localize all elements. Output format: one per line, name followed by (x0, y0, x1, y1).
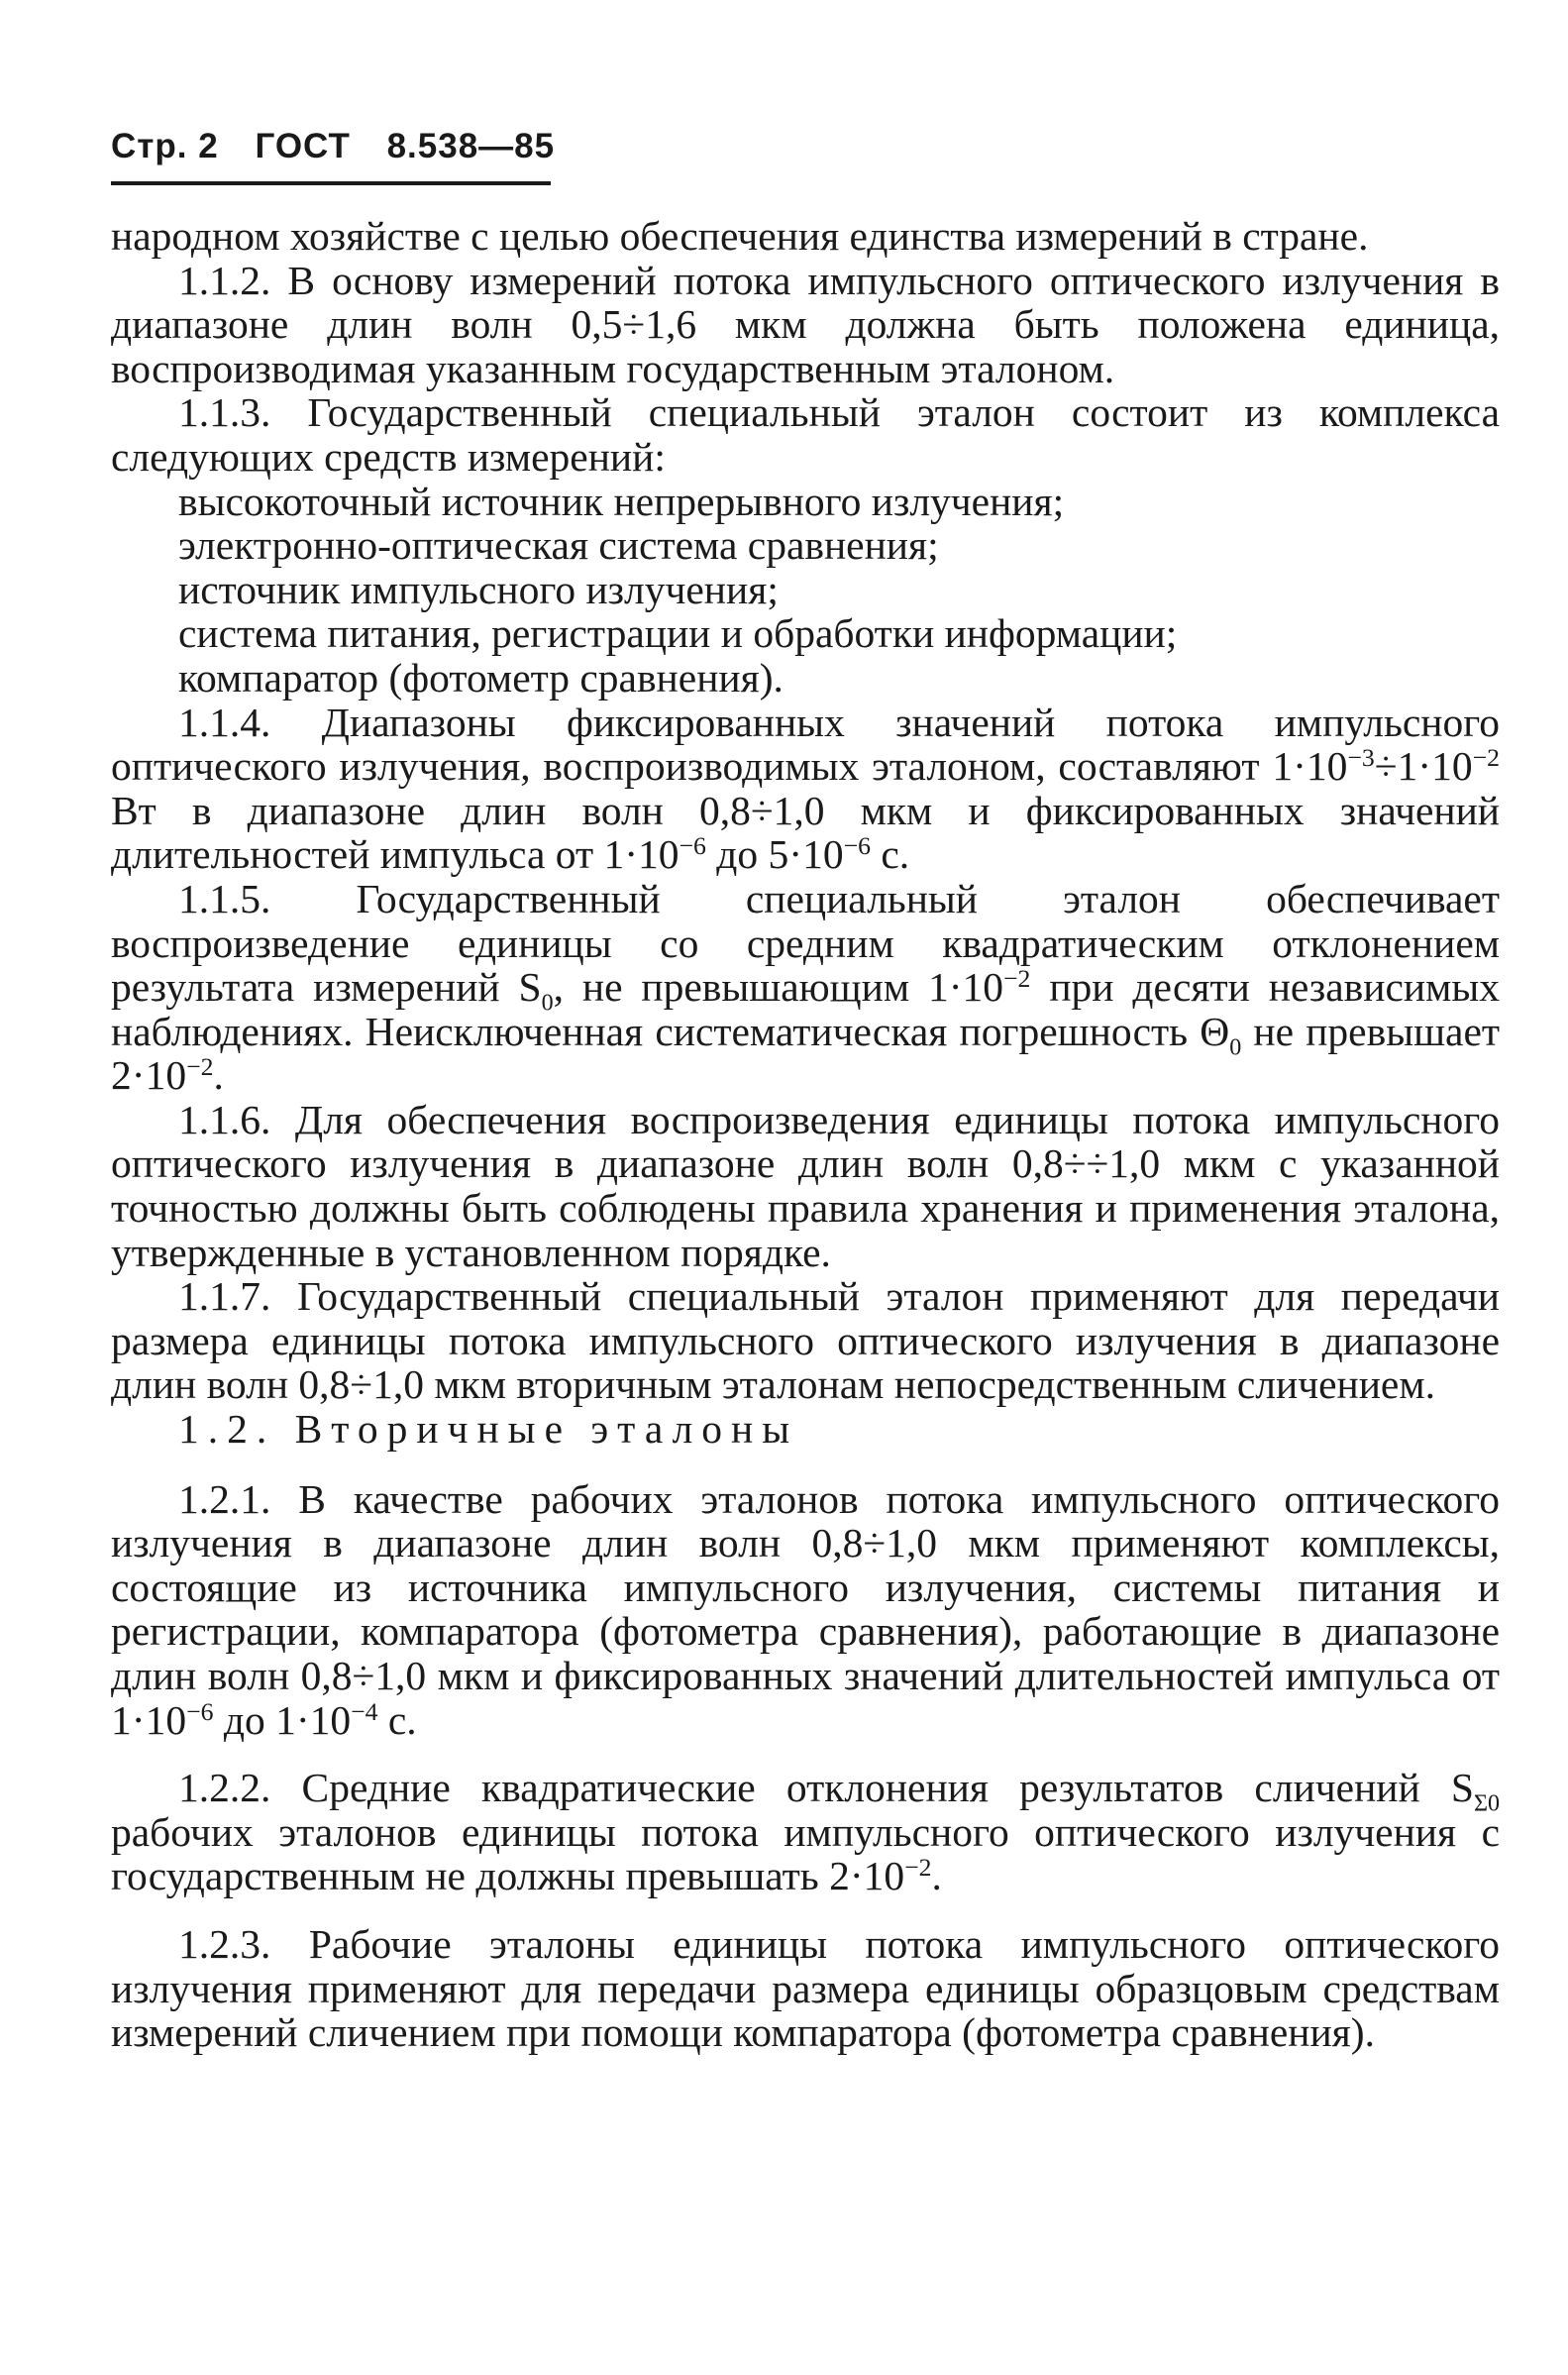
document-body (111, 214, 1500, 2055)
page-header (111, 127, 580, 166)
standard-label: ГОСТ (255, 127, 351, 165)
paragraph-1-2-1: 1.2.1. В качестве рабочих эталонов потока импульсного оптического излучения в диапазоне длин волн 0,8÷1,0 мкм применяют комплексы, состоящие из источника импульсного излучения, системы питания и регистрации, компаратора (фотометра сравнения), работающие в диапазоне длин волн 0,8÷1,0 мкм и фиксированных значений длительностей импульса от $1\cdot 10^{-6}$ до $1\cdot 10^{-4}$ с. (111, 1475, 1500, 1743)
standard-number: 8.538—85 (386, 127, 556, 165)
list-item: высокоточный источник непрерывного излучения; (178, 478, 1065, 524)
list-item: электронно-оптическая система сравнения; (178, 522, 939, 569)
paragraph-continuation: народном хозяйстве с целью обеспечения единства измерений в стране. (111, 213, 1369, 259)
page-number: Стр. 2 (111, 127, 219, 165)
paragraph-1-1-7: 1.1.7. Государственный специальный эталон применяют для передачи размера единицы потока импульсного оптического излучения в диапазоне длин волн 0,8÷1,0 мкм вторичным эталонам непосредственным сличением. (111, 1273, 1500, 1408)
list-item: система питания, регистрации и обработки информации; (178, 610, 1178, 657)
paragraph-1-2-3: 1.2.3. Рабочие эталоны единицы потока импульсного оптического излучения применяют для передачи размера единицы образцовым средствам измерений сличением при помощи компаратора (фотометра сравнения). (111, 1920, 1500, 2056)
section-title: 1.2. Вторичные эталоны (178, 1406, 799, 1453)
paragraph-1-1-6: 1.1.6. Для обеспечения воспроизведения единицы потока импульсного оптического излучения в диапазоне длин волн 0,8÷÷1,0 мкм с указанной точностью должны быть соблюдены правила хранения и применения эталона, утвержденные в установленном порядке. (111, 1096, 1500, 1275)
list-item: источник импульсного излучения; (178, 566, 779, 612)
paragraph-1-2-2: 1.2.2. Средние квадратические отклонения результатов сличений $S_{\Sigma 0}$ рабочих эталонов единицы потока импульсного оптического излучения с государственным не должны превышать $2\cdot 10^{-2}$. (111, 1765, 1500, 1899)
list-item: компаратор (фотометр сравнения). (178, 654, 784, 701)
paragraph-1-1-3: 1.1.3. Государственный специальный эталон состоит из комплекса следующих средств измерений: (111, 389, 1500, 480)
paragraph-1-1-2: 1.1.2. В основу измерений потока импульсного оптического излучения в диапазоне длин волн 0,5÷1,6 мкм должна быть положена единица, воспроизводимая указанным государственным эталоном. (111, 257, 1500, 391)
paragraph-1-1-5: 1.1.5. Государственный специальный эталон обеспечивает воспроизведение единицы со средним квадратическим отклонением результата измерений $S_0$, не превышающим $1\cdot 10^{-2}$ при десяти независимых наблюдениях. Неисключенная систематическая погрешность $\Theta_0$ не превышает $2\cdot 10^{-2}$. (111, 875, 1501, 1099)
header-rule (111, 181, 551, 185)
paragraph-1-1-4: 1.1.4. Диапазоны фиксированных значений потока импульсного оптического излучения, воспроизводимых эталоном, составляют $1\cdot 10^{-3}\div 1\cdot 10^{-2}$ Вт в диапазоне длин волн 0,8÷1,0 мкм и фиксированных значений длительностей импульса от $1\cdot 10^{-6}$ до $5\cdot 10^{-6}$ с. (111, 699, 1500, 878)
